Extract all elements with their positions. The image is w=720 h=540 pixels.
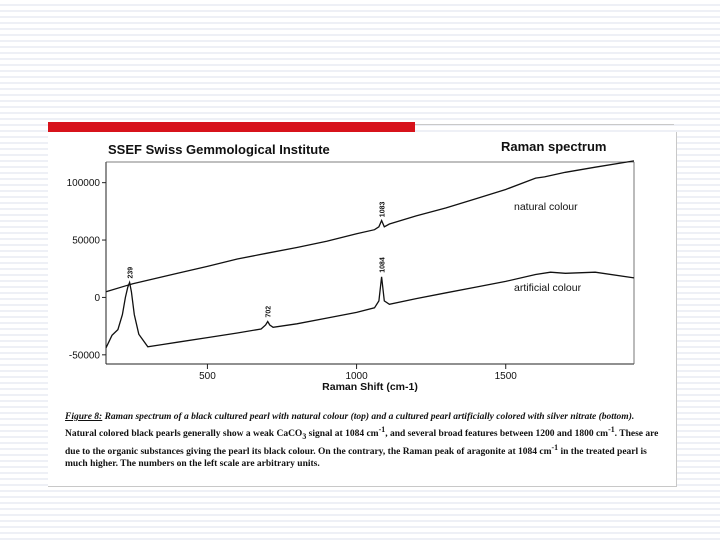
x-tick-label: 500: [199, 371, 216, 382]
caption-superscript-1: -1: [378, 424, 386, 434]
x-tick-label: 1000: [345, 371, 368, 382]
caption-text-1: Natural colored black pearls generally show a weak CaCO: [65, 428, 303, 439]
y-ticks: [67, 178, 106, 361]
y-tick-label: 100000: [66, 178, 100, 190]
peak-label: 239: [127, 266, 135, 279]
caption-text-5: in the treated pearl is much higher. The numbers on the left scale are arbitrary units.: [65, 447, 647, 469]
peak-label: 1084: [379, 257, 387, 273]
caption-text-2: signal at 1084 cm: [306, 428, 379, 439]
caption-body: [65, 424, 669, 471]
caption-text-3: , and several broad features between 1200 and 1800 cm: [385, 428, 609, 439]
y-tick-label: 50000: [72, 235, 100, 247]
x-axis-title: Raman Shift (cm-1): [322, 381, 418, 393]
figure-scan: [48, 132, 677, 487]
peak-label: 1083: [379, 201, 387, 218]
caption-figure-title: Raman spectrum of a black cultured pearl with natural colour (top) and a cultured pearl artificially colored with silver nitrate (bottom).: [104, 412, 635, 422]
slide-accent-bar: [48, 122, 415, 132]
plot-area: [106, 162, 634, 364]
peak-labels: [128, 202, 387, 318]
caption-subscript: 3: [302, 431, 307, 441]
y-tick-label: -50000: [68, 350, 100, 362]
caption-figure-label: Figure 8:: [65, 412, 103, 422]
figure-caption: [65, 412, 669, 470]
caption-superscript-2: -1: [608, 424, 615, 434]
legend-natural-colour: natural colour: [514, 201, 578, 213]
y-tick-label: 0: [94, 292, 100, 304]
institute-title: SSEF Swiss Gemmological Institute: [108, 142, 330, 157]
caption-text-4: . These are due to the organic substances giving the pearl its black colour. On the contrary, the Raman peak of aragonite at 1084 cm: [65, 428, 659, 458]
chart-title: Raman spectrum: [501, 139, 607, 154]
x-tick-label: 1500: [494, 371, 517, 382]
caption-superscript-3: -1: [551, 443, 559, 453]
legend-artificial-colour: artificial colour: [514, 282, 582, 294]
x-ticks: [199, 364, 517, 382]
peak-label: 702: [265, 305, 273, 318]
